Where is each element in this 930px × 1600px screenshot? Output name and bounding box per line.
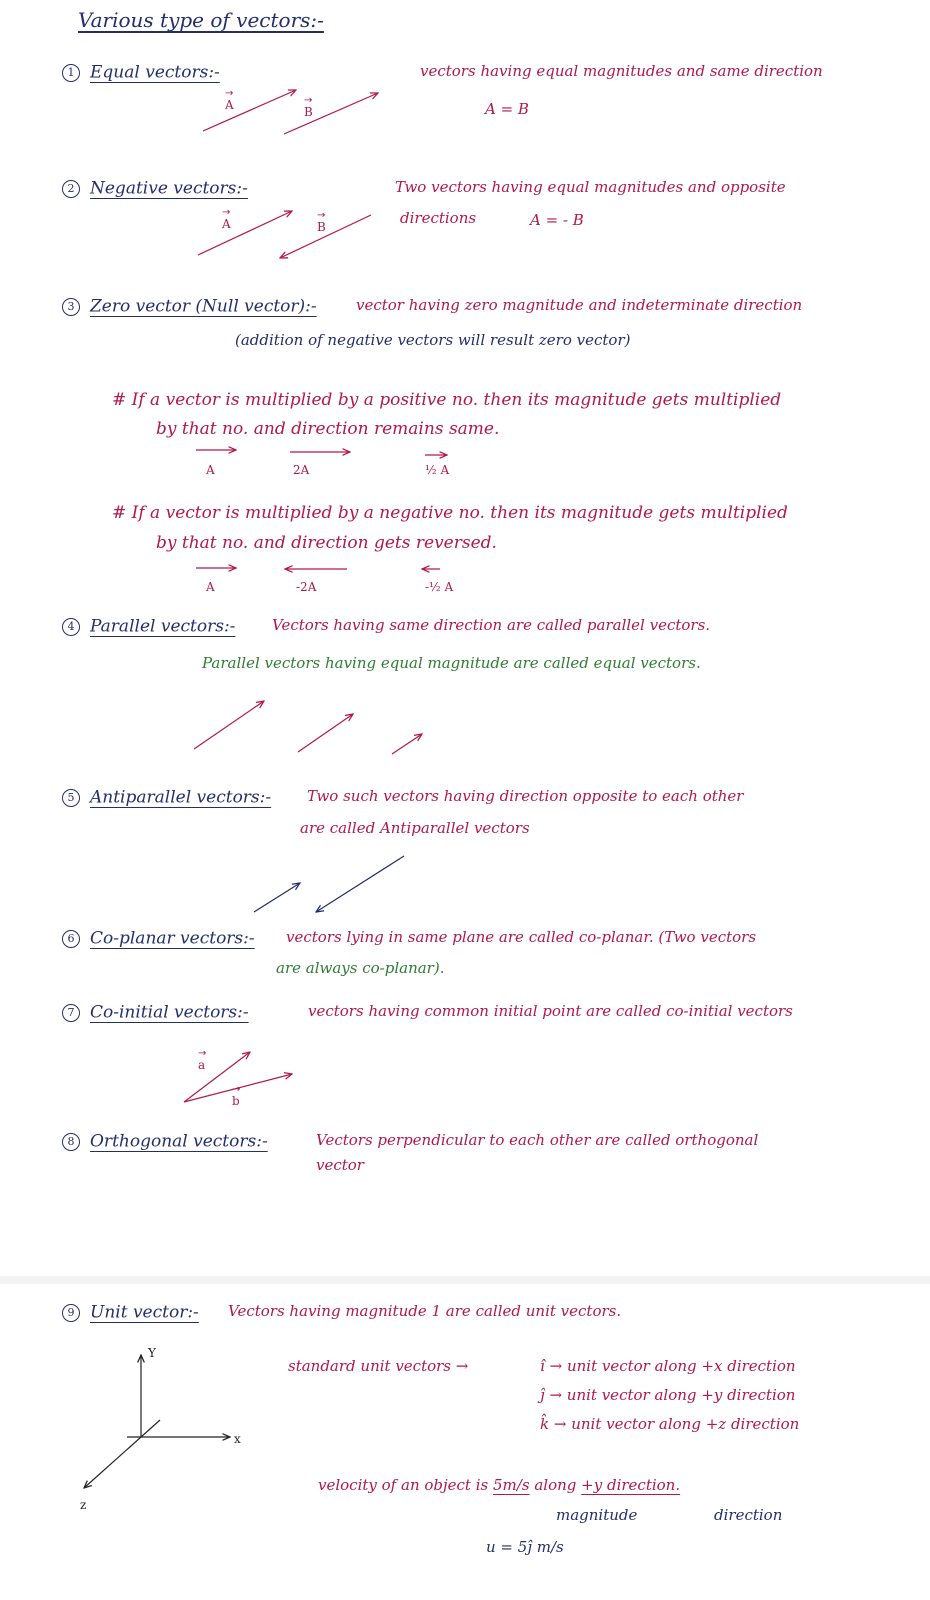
rule-negative-line2: by that no. and direction gets reversed. — [156, 533, 497, 553]
arrow-icon: → — [549, 1386, 563, 1404]
section-heading: Orthogonal vectors:- — [90, 1131, 268, 1152]
rule-positive-line1: # If a vector is multiplied by a positive no. then its magnitude gets multiplied — [112, 390, 782, 410]
section-description: Two such vectors having direction opposite to each other — [307, 787, 744, 805]
equation: A = - B — [530, 211, 584, 229]
section-heading: Equal vectors:- — [90, 62, 220, 83]
vector-arrow-icon: → — [317, 210, 326, 221]
section-heading: Zero vector (Null vector):- — [90, 296, 317, 317]
unit-text: unit vector along +z direction — [571, 1415, 800, 1433]
section-description: vectors having equal magnitudes and same direction — [420, 62, 823, 80]
vector-label-b: B — [317, 220, 326, 234]
z-axis — [84, 1420, 160, 1488]
page-title: Various type of vectors:- — [78, 8, 324, 32]
arrow-icon: → — [549, 1357, 563, 1375]
vector-label-b: b — [232, 1094, 240, 1108]
arrow-icon: → — [553, 1415, 567, 1433]
scaled-vector-label: -½ A — [425, 580, 454, 594]
arrow-icon: → — [455, 1357, 469, 1375]
section-number: 7 — [62, 1004, 80, 1022]
vector-arrow-icon: → — [304, 95, 313, 106]
section-number: 2 — [62, 180, 80, 198]
section-description: Vectors perpendicular to each other are called orthogonal — [316, 1131, 759, 1149]
section-antiparallel-vectors — [62, 789, 271, 807]
standard-unit-vectors-label — [288, 1359, 468, 1374]
parallel-vector-3 — [392, 734, 422, 754]
section-heading: Negative vectors:- — [90, 178, 248, 199]
vector-label-a: A — [225, 98, 234, 112]
section-heading: Antiparallel vectors:- — [90, 787, 272, 808]
unit-vector-i-row — [540, 1359, 796, 1374]
unit-vector-j-row — [540, 1388, 795, 1403]
section-zero-vector — [62, 298, 317, 316]
section-number: 5 — [62, 789, 80, 807]
parallel-vector-2 — [298, 714, 353, 752]
section-heading: Co-planar vectors:- — [90, 928, 255, 949]
antiparallel-vector-1 — [254, 883, 300, 912]
section-negative-vectors — [62, 180, 248, 198]
scaled-vector-label: ½ A — [425, 463, 450, 477]
section-number: 1 — [62, 64, 80, 82]
vector-label-b: B — [304, 105, 313, 119]
unit-symbol: k̂ — [540, 1415, 550, 1433]
axis-label-z: z — [80, 1498, 87, 1512]
scaled-vector-label: A — [206, 463, 215, 477]
scaled-vector-label: 2A — [293, 463, 310, 477]
unit-text: unit vector along +y direction — [566, 1386, 796, 1404]
vector-arrow-icon: → — [232, 1084, 241, 1095]
axis-label-x: x — [234, 1432, 241, 1446]
coinitial-vector-a — [184, 1052, 250, 1102]
section-description-2: are called Antiparallel vectors — [300, 819, 530, 837]
scaled-vector-label: A — [206, 580, 215, 594]
direction-caption: direction — [714, 1506, 783, 1524]
velocity-example — [318, 1478, 680, 1493]
equation: A = B — [485, 100, 529, 118]
section-heading: Unit vector:- — [90, 1302, 199, 1323]
vector-a-arrow — [203, 90, 296, 131]
axis-label-y: Y — [148, 1346, 156, 1360]
vector-label-a: a — [198, 1058, 206, 1072]
velocity-formula: u = 5ĵ m/s — [486, 1538, 564, 1556]
magnitude-caption: magnitude — [556, 1506, 638, 1524]
section-unit-vector — [62, 1304, 199, 1322]
section-number: 3 — [62, 298, 80, 316]
section-number: 4 — [62, 618, 80, 636]
section-description: vectors having common initial point are called co-initial vectors — [308, 1002, 793, 1020]
example-prefix: velocity of an object is — [318, 1476, 489, 1494]
vector-a-arrow — [198, 211, 292, 255]
example-magnitude: 5m/s — [493, 1476, 530, 1494]
page-divider — [0, 1276, 930, 1284]
unit-vector-k-row — [540, 1417, 799, 1432]
rule-positive-line2: by that no. and direction remains same. — [156, 419, 500, 439]
vector-arrow-icon: → — [222, 207, 231, 218]
section-coplanar-vectors — [62, 930, 255, 948]
section-description: Two vectors having equal magnitudes and opposite — [395, 178, 786, 196]
section-number: 8 — [62, 1133, 80, 1151]
antiparallel-vector-2 — [316, 856, 404, 912]
section-heading: Parallel vectors:- — [90, 616, 236, 637]
section-description-2: directions — [400, 209, 477, 227]
section-parallel-vectors — [62, 618, 235, 636]
standard-label-text: standard unit vectors — [288, 1357, 452, 1375]
section-equal-vectors — [62, 64, 220, 82]
section-heading: Co-initial vectors:- — [90, 1002, 249, 1023]
section-description: vectors lying in same plane are called co-planar. (Two vectors — [286, 928, 757, 946]
section-description-2: vector — [316, 1156, 364, 1174]
section-number: 9 — [62, 1304, 80, 1322]
vector-b-arrow — [284, 93, 378, 134]
section-description: vector having zero magnitude and indeterminate direction — [356, 296, 803, 314]
scaled-vector-label: -2A — [296, 580, 317, 594]
section-description: Vectors having magnitude 1 are called unit vectors. — [228, 1302, 622, 1320]
section-note: Parallel vectors having equal magnitude are called equal vectors. — [202, 654, 701, 672]
rule-negative-line1: # If a vector is multiplied by a negative no. then its magnitude gets multiplied — [112, 503, 788, 523]
unit-text: unit vector along +x direction — [566, 1357, 796, 1375]
vector-label-a: A — [222, 217, 231, 231]
parallel-vector-1 — [194, 701, 264, 749]
section-orthogonal-vectors — [62, 1133, 268, 1151]
section-note: are always co-planar). — [276, 959, 445, 977]
unit-symbol: î — [540, 1357, 545, 1375]
section-coinitial-vectors — [62, 1004, 249, 1022]
vector-arrow-icon: → — [225, 88, 234, 99]
section-note: (addition of negative vectors will result zero vector) — [235, 331, 631, 349]
section-description: Vectors having same direction are called parallel vectors. — [272, 616, 711, 634]
example-direction: +y direction. — [581, 1476, 681, 1494]
unit-symbol: ĵ — [540, 1386, 545, 1404]
example-mid: along — [534, 1476, 577, 1494]
vector-arrow-icon: → — [198, 1048, 207, 1059]
section-number: 6 — [62, 930, 80, 948]
